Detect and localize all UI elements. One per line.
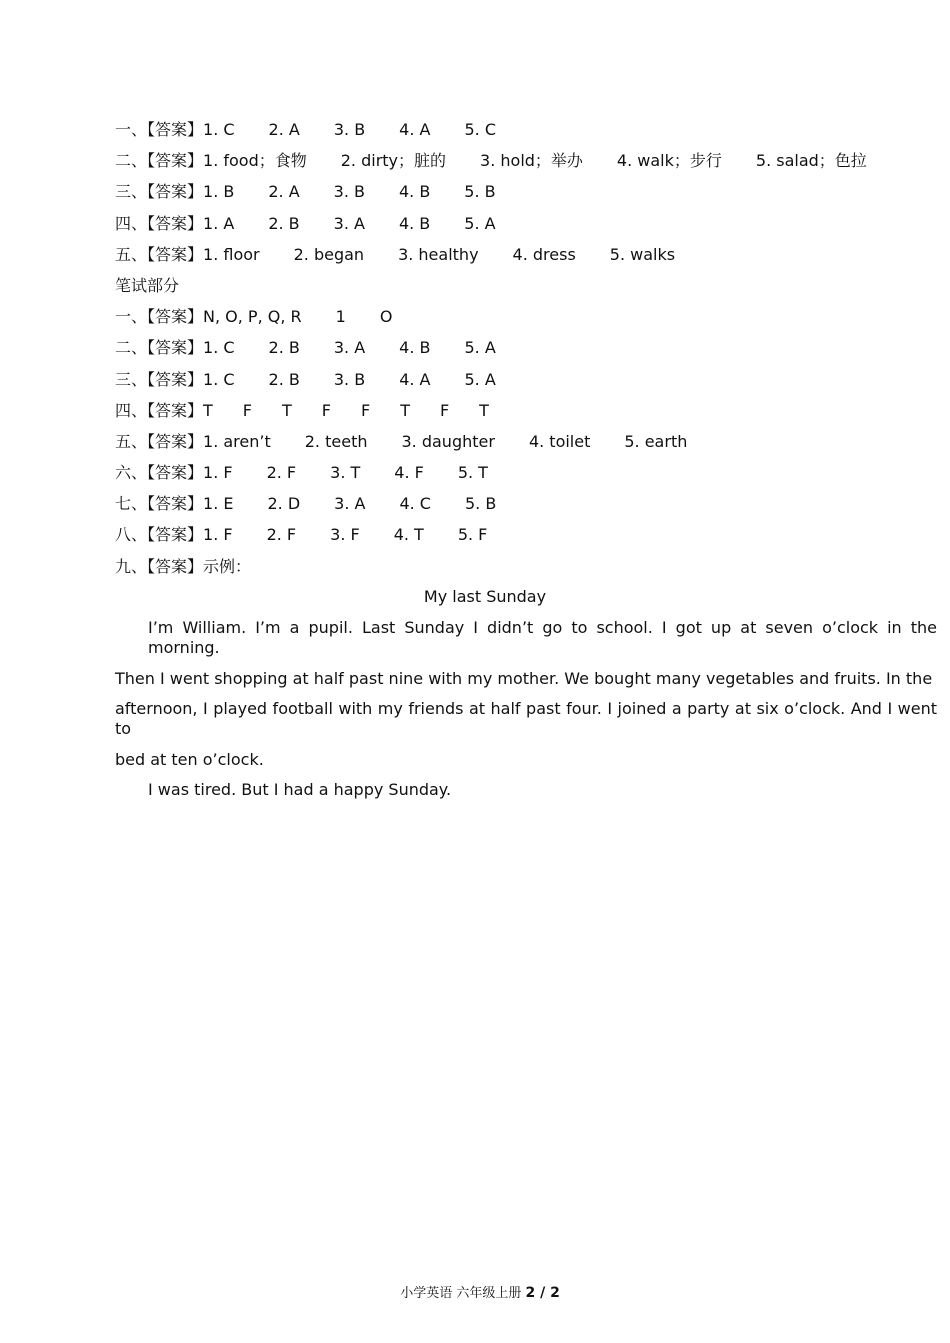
answer-item: 2. teeth [304,431,368,451]
answer-row [115,244,935,275]
row-label: 五、【答案】 [115,244,204,264]
answer-item: 5. A [464,338,496,358]
answer-row [115,150,935,181]
answer-item: T [479,400,489,420]
row-label: 七、【答案】 [115,494,204,514]
answer-item: 2. B [268,213,300,233]
answer-row [115,119,935,150]
answer-item: 2. B [268,338,300,358]
answer-item: 4. dress [512,244,576,264]
answer-item: 3. A [334,494,366,514]
answer-item: 3. B [333,120,366,139]
essay-paragraph: afternoon, I played football with my friends at half past four. I joined a party at six o’clock. And I went to [115,699,937,738]
answer-item: 5. earth [624,431,688,451]
answer-row [115,524,935,555]
answer-item: F [439,400,450,420]
row-label: 一、【答案】 [115,120,204,139]
answer-item: 1. A [203,213,235,233]
answer-item: 1. F [203,525,233,545]
answer-item: 3. B [333,369,366,389]
answer-row [115,337,935,368]
row-label: 五、【答案】 [115,431,204,451]
answer-item: 4. A [399,369,431,389]
answer-item: 5. A [464,213,496,233]
answer-row [115,181,935,212]
answer-item: 4. B [398,182,431,202]
answer-item: 4. C [399,494,431,514]
answer-row [115,462,935,493]
answer-item: 2. F [266,463,297,483]
answer-item: 4. walk；步行 [616,151,722,171]
answer-item: 3. B [333,182,365,202]
answer-item: T [400,400,410,420]
row-label: 一、【答案】 [115,307,204,327]
answer-item: 4. B [398,213,431,233]
row-label: 六、【答案】 [115,463,204,483]
answer-item: 4. A [399,120,431,139]
essay-paragraph: Then I went shopping at half past nine with my mother. We bought many vegetables and fruits. In the [115,668,933,688]
answer-item: 1. C [203,120,235,139]
page-footer [0,1284,950,1303]
essay-paragraph: I’m William. I’m a pupil. Last Sunday I didn’t go to school. I got up at seven o’clock in the morning. [148,618,937,657]
answer-row [115,369,935,400]
essay-paragraph: I was tired. But I had a happy Sunday. [148,780,452,799]
row-label: 二、【答案】 [115,151,204,171]
answer-item: 4. F [394,463,424,483]
row-label: 三、【答案】 [115,369,204,389]
answer-item: 2. A [268,120,300,139]
answer-item: 1. C [203,369,235,389]
answer-item: 1. C [203,338,235,358]
essay-title: My last Sunday [423,587,547,606]
answer-list [115,119,935,587]
answer-item: T [203,400,213,420]
answer-item: T [282,400,292,420]
answer-item: 2. A [268,182,300,202]
essay-paragraph: bed at ten o’clock. [115,749,264,769]
answer-item: 1. food；食物 [203,151,307,171]
answer-row [115,306,935,337]
answer-item: 5. F [457,525,488,545]
row-label: 三、【答案】 [115,182,204,202]
answer-row [115,213,935,244]
answer-item: 1. E [203,494,234,514]
answer-row [115,493,935,524]
page-number: 2 / 2 [525,1285,560,1301]
footer-text: 小学英语 六年级上册 [400,1286,522,1301]
answer-row [115,400,935,431]
answer-item: 4. B [399,338,431,358]
answer-item: 3. healthy [398,244,479,264]
answer-item: 3. A [333,338,366,358]
answer-item: 2. F [266,525,297,545]
answer-item: 4. toilet [528,431,591,451]
answer-row [115,556,935,587]
row-label: 九、【答案】 [115,556,204,576]
sample-essay [115,618,937,811]
answer-item: 2. D [267,494,301,514]
answer-item: 示例： [203,556,252,576]
answer-item: 5. A [464,369,496,389]
answer-item: 2. dirty；脏的 [340,151,447,171]
answer-item: N, O, P, Q, R [203,307,302,327]
answer-item: 1 [335,307,346,327]
answer-item: 5. C [464,120,496,139]
answer-item: 1. aren’t [203,431,271,451]
answer-item: 5. T [457,463,488,483]
answer-item: 1. F [203,463,233,483]
row-label: 二、【答案】 [115,338,204,358]
row-label: 八、【答案】 [115,525,204,545]
answer-item: F [242,400,252,420]
answer-item: 2. began [293,244,365,264]
answer-item: 2. B [268,369,300,389]
answer-item: F [360,400,371,420]
answer-row [115,431,935,462]
answer-item: 1. floor [203,244,260,264]
answer-item: 1. B [203,182,235,202]
answer-item: 5. walks [609,244,676,264]
answer-item: 3. F [330,525,360,545]
section-title: 笔试部分 [115,275,180,295]
answer-item: 5. salad；色拉 [755,151,867,171]
row-label: 四、【答案】 [115,213,204,233]
answer-item: 4. T [393,525,424,545]
answer-item: 5. B [464,494,497,514]
answer-item: 3. daughter [401,431,495,451]
answer-item: 5. B [464,182,496,202]
answer-item: 3. T [330,463,361,483]
answer-item: 3. A [333,213,365,233]
answer-item: F [321,400,331,420]
answer-item: O [379,307,393,327]
row-label: 四、【答案】 [115,400,204,420]
answer-item: 3. hold；举办 [480,151,583,171]
